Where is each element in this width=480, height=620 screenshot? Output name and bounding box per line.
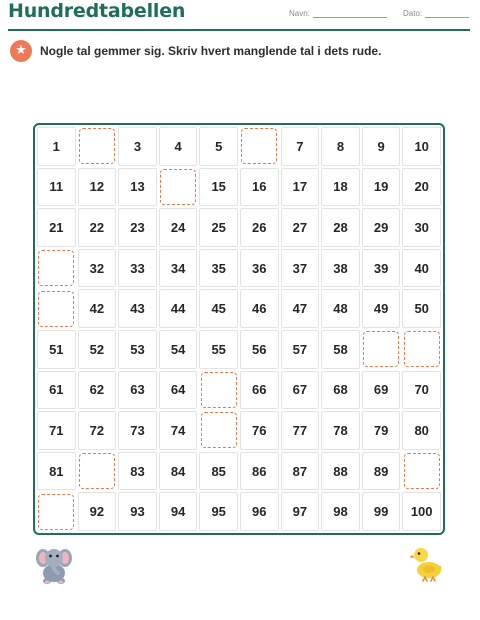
grid-cell: 53: [118, 330, 157, 369]
grid-cell: 76: [240, 411, 279, 450]
star-icon: ★: [10, 40, 32, 62]
grid-cell: 18: [321, 168, 360, 207]
grid-cell: 32: [78, 249, 117, 288]
grid-cell: 48: [321, 289, 360, 328]
header-rule: [8, 29, 470, 31]
grid-cell: 8: [321, 127, 360, 166]
grid-cell: 28: [321, 208, 360, 247]
grid-cell: 26: [240, 208, 279, 247]
blank-answer-box[interactable]: [201, 372, 237, 408]
grid-cell: 87: [281, 452, 320, 491]
grid-cell: 5: [199, 127, 238, 166]
blank-answer-box[interactable]: [38, 250, 74, 286]
grid-cell: 70: [402, 371, 441, 410]
grid-cell: 30: [402, 208, 441, 247]
grid-cell: 25: [199, 208, 238, 247]
grid-cell: 39: [362, 249, 401, 288]
grid-cell: 67: [281, 371, 320, 410]
grid-cell: 43: [118, 289, 157, 328]
grid-cell: 83: [118, 452, 157, 491]
grid-cell: 34: [159, 249, 198, 288]
grid-cell: 15: [199, 168, 238, 207]
grid-cell[interactable]: [37, 492, 76, 531]
grid-cell: 10: [402, 127, 441, 166]
grid-cell[interactable]: [402, 452, 441, 491]
date-label: Dato:: [403, 9, 423, 18]
blank-answer-box[interactable]: [363, 331, 399, 367]
grid-cell: 4: [159, 127, 198, 166]
grid-cell: 77: [281, 411, 320, 450]
grid-cell: 13: [118, 168, 157, 207]
name-line[interactable]: [313, 10, 387, 18]
grid-cell: 35: [199, 249, 238, 288]
instruction-text: Nogle tal gemmer sig. Skriv hvert manglende tal i dets rude.: [40, 44, 382, 58]
grid-cell: 44: [159, 289, 198, 328]
grid-cell: 99: [362, 492, 401, 531]
blank-answer-box[interactable]: [241, 128, 277, 164]
blank-answer-box[interactable]: [38, 494, 74, 530]
grid-cell: 61: [37, 371, 76, 410]
grid-cell: 56: [240, 330, 279, 369]
blank-answer-box[interactable]: [404, 453, 440, 489]
grid-cell: 64: [159, 371, 198, 410]
grid-cell: 17: [281, 168, 320, 207]
grid-cell: 46: [240, 289, 279, 328]
grid-cell: 33: [118, 249, 157, 288]
grid-cell: 47: [281, 289, 320, 328]
grid-cell: 85: [199, 452, 238, 491]
grid-cell: 62: [78, 371, 117, 410]
grid-cell[interactable]: [37, 249, 76, 288]
grid-cell: 3: [118, 127, 157, 166]
grid-cell: 58: [321, 330, 360, 369]
grid-cell: 97: [281, 492, 320, 531]
grid-cell: 21: [37, 208, 76, 247]
grid-cell: 95: [199, 492, 238, 531]
grid-cell: 66: [240, 371, 279, 410]
grid-cell[interactable]: [362, 330, 401, 369]
grid-cell: 96: [240, 492, 279, 531]
grid-cell: 42: [78, 289, 117, 328]
grid-cell: 78: [321, 411, 360, 450]
grid-cell: 81: [37, 452, 76, 491]
grid-cell: 1: [37, 127, 76, 166]
grid-cell[interactable]: [402, 330, 441, 369]
grid-cell: 80: [402, 411, 441, 450]
grid-cell: 50: [402, 289, 441, 328]
grid-cell: 55: [199, 330, 238, 369]
grid-cell: 40: [402, 249, 441, 288]
grid-cell: 36: [240, 249, 279, 288]
blank-answer-box[interactable]: [79, 453, 115, 489]
grid-cell: 23: [118, 208, 157, 247]
grid-cell[interactable]: [199, 411, 238, 450]
grid-cell: 69: [362, 371, 401, 410]
grid-cell: 63: [118, 371, 157, 410]
grid-cell[interactable]: [78, 127, 117, 166]
grid-cell: 57: [281, 330, 320, 369]
grid-cell: 93: [118, 492, 157, 531]
grid-cell[interactable]: [37, 289, 76, 328]
grid-cell: 45: [199, 289, 238, 328]
grid-cell: 84: [159, 452, 198, 491]
grid-cell: 22: [78, 208, 117, 247]
grid-cell: 16: [240, 168, 279, 207]
grid-cell: 9: [362, 127, 401, 166]
grid-cell[interactable]: [199, 371, 238, 410]
date-line[interactable]: [425, 10, 469, 18]
grid-cell: 20: [402, 168, 441, 207]
grid-cell: 72: [78, 411, 117, 450]
blank-answer-box[interactable]: [79, 128, 115, 164]
grid-cell: 24: [159, 208, 198, 247]
grid-cell: 11: [37, 168, 76, 207]
grid-cell[interactable]: [159, 168, 198, 207]
grid-cell: 52: [78, 330, 117, 369]
grid-cell: 38: [321, 249, 360, 288]
elephant-icon: [34, 543, 74, 585]
grid-cell: 74: [159, 411, 198, 450]
grid-cell: 89: [362, 452, 401, 491]
grid-cell: 54: [159, 330, 198, 369]
grid-cell: 27: [281, 208, 320, 247]
grid-cell: 7: [281, 127, 320, 166]
grid-cell: 79: [362, 411, 401, 450]
grid-cell: 51: [37, 330, 76, 369]
blank-answer-box[interactable]: [201, 412, 237, 448]
grid-cell[interactable]: [240, 127, 279, 166]
grid-cell: 86: [240, 452, 279, 491]
grid-cell: 98: [321, 492, 360, 531]
grid-cell: 94: [159, 492, 198, 531]
grid-cell: 88: [321, 452, 360, 491]
name-field[interactable]: [289, 9, 387, 18]
grid-cell: 19: [362, 168, 401, 207]
hundred-grid: [37, 127, 441, 531]
grid-cell: 71: [37, 411, 76, 450]
worksheet-title: Hundredtabellen: [8, 0, 186, 22]
grid-cell: 73: [118, 411, 157, 450]
grid-cell: 68: [321, 371, 360, 410]
grid-cell: 29: [362, 208, 401, 247]
blank-answer-box[interactable]: [404, 331, 440, 367]
grid-cell: 92: [78, 492, 117, 531]
date-field[interactable]: [403, 9, 469, 18]
duck-icon: [410, 543, 444, 583]
name-label: Navn:: [289, 9, 310, 18]
grid-cell: 37: [281, 249, 320, 288]
blank-answer-box[interactable]: [38, 291, 74, 327]
blank-answer-box[interactable]: [160, 169, 196, 205]
grid-cell: 49: [362, 289, 401, 328]
grid-cell[interactable]: [78, 452, 117, 491]
grid-cell: 12: [78, 168, 117, 207]
grid-cell: 100: [402, 492, 441, 531]
